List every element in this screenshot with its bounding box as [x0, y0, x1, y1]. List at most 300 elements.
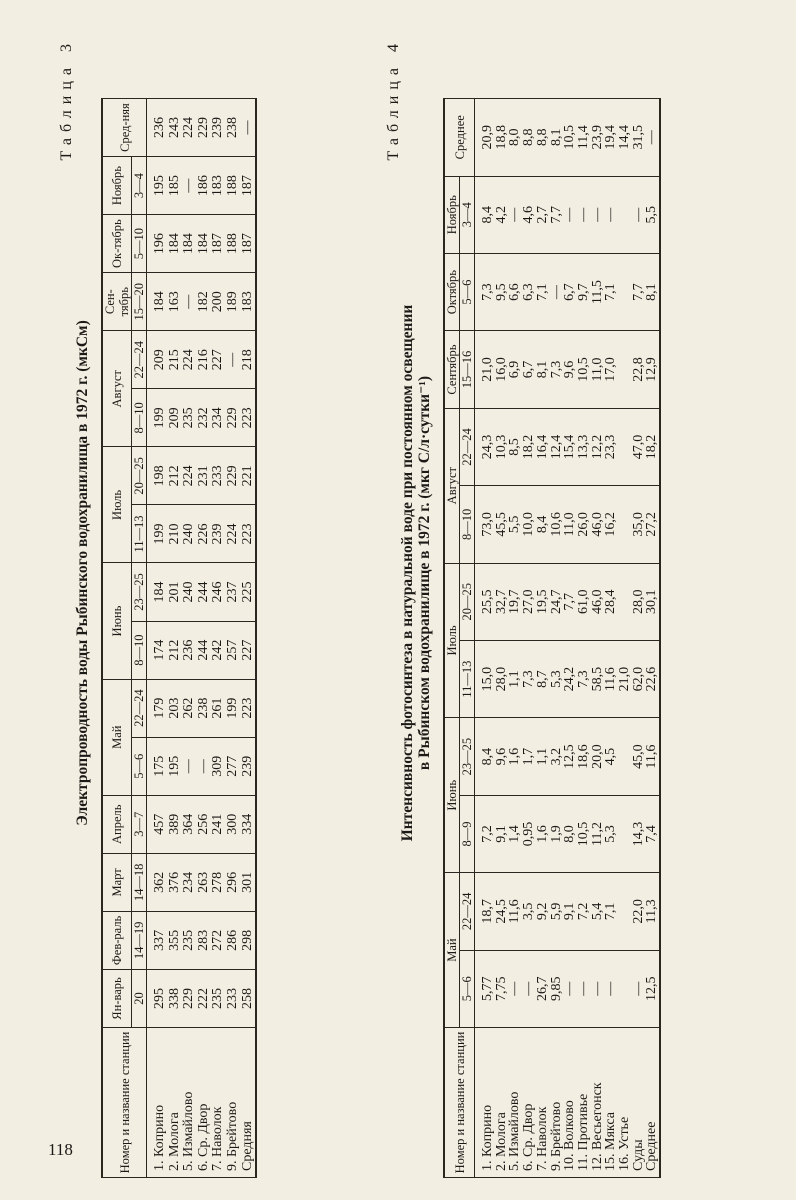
- table-cell: 8,4: [536, 486, 550, 563]
- table-cell: 298: [241, 911, 257, 969]
- table-cell: 229: [226, 447, 241, 505]
- table-cell: 47,0: [632, 408, 646, 485]
- table-cell: —: [182, 157, 197, 215]
- table-cell: 28,0: [632, 563, 646, 640]
- table-cell: 10,5: [577, 795, 591, 872]
- month-header: Ян-варь: [102, 969, 132, 1027]
- table-row: [241, 99, 257, 1178]
- table-row: [618, 99, 632, 1178]
- table-cell: 22,8: [632, 331, 646, 408]
- table-cell: 30,1: [645, 563, 660, 640]
- station-name: 5. Измайлово: [508, 1028, 522, 1178]
- table-cell: 238: [226, 99, 241, 157]
- table-cell: 8,1: [536, 331, 550, 408]
- table-cell: 19,7: [508, 563, 522, 640]
- day-range-header: 3—4: [460, 176, 475, 253]
- station-name: Суды: [632, 1028, 646, 1178]
- day-range-header: 20—25: [132, 447, 147, 505]
- table-cell: [618, 563, 632, 640]
- table-cell: 1,6: [508, 718, 522, 795]
- table-cell: 1,4: [508, 795, 522, 872]
- station-name: 16. Устье: [618, 1028, 632, 1178]
- table-cell: 7,3: [475, 253, 495, 330]
- table-cell: 4,5: [604, 718, 618, 795]
- table-cell: 225: [241, 563, 257, 621]
- table-cell: 58,5: [591, 640, 605, 717]
- table-cell: 235: [182, 911, 197, 969]
- table-cell: 24,2: [563, 640, 577, 717]
- table-cell: 8,4: [475, 718, 495, 795]
- table-cell: 10,5: [563, 99, 577, 177]
- table-cell: 24,5: [495, 873, 509, 950]
- table-cell: 240: [182, 505, 197, 563]
- table-cell: 272: [211, 911, 226, 969]
- table-cell: 296: [226, 853, 241, 911]
- table-row: [536, 99, 550, 1178]
- table-cell: 11,6: [508, 873, 522, 950]
- table-cell: 179: [147, 679, 168, 737]
- table-cell: 18,6: [577, 718, 591, 795]
- table-cell: 16,2: [604, 486, 618, 563]
- table-cell: 212: [168, 621, 183, 679]
- table-row: [522, 99, 536, 1178]
- table-cell: 243: [168, 99, 183, 157]
- table-cell: 11,5: [591, 253, 605, 330]
- table-cell: —: [591, 950, 605, 1027]
- table-cell: 355: [168, 911, 183, 969]
- table-cell: 7,1: [604, 253, 618, 330]
- day-range-header: 5—6: [460, 253, 475, 330]
- month-header: Июнь: [444, 718, 460, 873]
- table-cell: 27,2: [645, 486, 660, 563]
- station-name: 12. Весьегонск: [591, 1028, 605, 1178]
- table-cell: 216: [197, 331, 212, 389]
- table-cell: 200: [211, 273, 226, 331]
- table-cell: [618, 795, 632, 872]
- table-cell: 227: [241, 621, 257, 679]
- station-name: 11. Противье: [577, 1028, 591, 1178]
- table-cell: 5,9: [550, 873, 564, 950]
- station-name: 9. Брейтово: [226, 1028, 241, 1178]
- table-cell: 262: [182, 679, 197, 737]
- table-cell: 189: [226, 273, 241, 331]
- table-cell: 195: [147, 157, 168, 215]
- day-range-header: 14—19: [132, 911, 147, 969]
- day-range-header: 20: [132, 969, 147, 1027]
- month-header: Ноябрь: [444, 176, 460, 253]
- table-cell: 203: [168, 679, 183, 737]
- table-cell: 198: [147, 447, 168, 505]
- table-cell: 7,2: [475, 795, 495, 872]
- table-cell: 209: [147, 331, 168, 389]
- day-range-header: 20—25: [460, 563, 475, 640]
- table-cell: 234: [211, 389, 226, 447]
- table-cell: 8,1: [645, 253, 660, 330]
- table-cell: 6,3: [522, 253, 536, 330]
- table-cell: 334: [241, 795, 257, 853]
- table-cell: 9,6: [563, 331, 577, 408]
- station-name: 6. Ср. Двор: [197, 1028, 212, 1178]
- table-cell: —: [197, 737, 212, 795]
- table-cell: 188: [226, 157, 241, 215]
- table-row: [591, 99, 605, 1178]
- table-cell: 13,3: [577, 408, 591, 485]
- table-3: [101, 98, 257, 1178]
- table-cell: [618, 873, 632, 950]
- table-cell: 457: [147, 795, 168, 853]
- station-header: Номер и название станции: [102, 1028, 147, 1178]
- table-cell: 20,9: [475, 99, 495, 177]
- table-cell: 17,0: [604, 331, 618, 408]
- table-cell: 10,0: [522, 486, 536, 563]
- table-cell: 283: [197, 911, 212, 969]
- page-number: 118: [48, 1140, 73, 1159]
- table-cell: 223: [241, 679, 257, 737]
- table-row: [147, 99, 168, 1178]
- day-range-header: 22—24: [460, 873, 475, 950]
- table-cell: 257: [226, 621, 241, 679]
- average-header: Сред-няя: [102, 99, 147, 157]
- table-cell: 8,4: [475, 176, 495, 253]
- table-cell: 3,2: [550, 718, 564, 795]
- table-cell: 184: [168, 215, 183, 273]
- table-cell: 234: [182, 853, 197, 911]
- table-cell: 210: [168, 505, 183, 563]
- table-cell: 10,6: [550, 486, 564, 563]
- table-cell: 295: [147, 969, 168, 1027]
- day-range-header: 22—24: [460, 408, 475, 485]
- month-header: Май: [444, 873, 460, 1028]
- table-cell: 7,7: [563, 563, 577, 640]
- table-4-block: [385, 38, 661, 1178]
- table-cell: 233: [211, 447, 226, 505]
- day-range-header: 3—4: [132, 157, 147, 215]
- table-cell: 27,0: [522, 563, 536, 640]
- table-cell: 209: [168, 389, 183, 447]
- table-cell: 278: [211, 853, 226, 911]
- table-cell: 229: [226, 389, 241, 447]
- month-header: Май: [102, 679, 132, 795]
- table-cell: 227: [211, 331, 226, 389]
- table-cell: 11,0: [591, 331, 605, 408]
- table-cell: 195: [168, 737, 183, 795]
- table-cell: 7,7: [632, 253, 646, 330]
- table-cell: 11,6: [604, 640, 618, 717]
- table-4-label: Таблица 4: [385, 38, 402, 161]
- table-cell: 14,4: [618, 99, 632, 177]
- table-cell: 244: [197, 563, 212, 621]
- day-range-header: 8—10: [460, 486, 475, 563]
- table-cell: 239: [241, 737, 257, 795]
- table-cell: 25,5: [475, 563, 495, 640]
- table-cell: —: [550, 253, 564, 330]
- table-cell: 239: [211, 99, 226, 157]
- table-cell: 5,3: [550, 640, 564, 717]
- table-cell: 212: [168, 447, 183, 505]
- station-name: 7. Наволок: [211, 1028, 226, 1178]
- day-range-header: 8—10: [132, 621, 147, 679]
- day-range-header: 11—13: [460, 640, 475, 717]
- table-cell: 222: [197, 969, 212, 1027]
- station-header: Номер и название станции: [444, 1028, 475, 1178]
- table-cell: 186: [197, 157, 212, 215]
- station-name: 7. Наволок: [536, 1028, 550, 1178]
- table-cell: 0,95: [522, 795, 536, 872]
- table-3-label: Таблица 3: [58, 38, 75, 161]
- table-cell: 235: [211, 969, 226, 1027]
- table-cell: 46,0: [591, 486, 605, 563]
- day-range-header: 14—18: [132, 853, 147, 911]
- table-cell: 187: [211, 215, 226, 273]
- table-cell: 46,0: [591, 563, 605, 640]
- table-cell: 24,3: [475, 408, 495, 485]
- table-row: [211, 99, 226, 1178]
- table-cell: 218: [241, 331, 257, 389]
- table-cell: 4,2: [495, 176, 509, 253]
- table-cell: [618, 718, 632, 795]
- table-cell: 8,0: [508, 99, 522, 177]
- table-cell: 18,2: [522, 408, 536, 485]
- table-cell: 1,7: [522, 718, 536, 795]
- table-cell: 26,7: [536, 950, 550, 1027]
- month-header: Ноябрь: [102, 157, 132, 215]
- day-range-header: 11—13: [132, 505, 147, 563]
- table-cell: [618, 253, 632, 330]
- table-3-block: [58, 38, 257, 1178]
- table-cell: 199: [147, 389, 168, 447]
- month-header: Апрель: [102, 795, 132, 853]
- table-cell: —: [182, 737, 197, 795]
- table-cell: 31,5: [632, 99, 646, 177]
- table-cell: 20,0: [591, 718, 605, 795]
- table-cell: 23,3: [604, 408, 618, 485]
- table-cell: —: [508, 950, 522, 1027]
- day-range-header: 3—7: [132, 795, 147, 853]
- table-cell: 242: [211, 621, 226, 679]
- table-cell: 224: [182, 99, 197, 157]
- table-cell: 9,7: [577, 253, 591, 330]
- table-cell: 215: [168, 331, 183, 389]
- table-row: [508, 99, 522, 1178]
- table-cell: 62,0: [632, 640, 646, 717]
- table-cell: 2,7: [536, 176, 550, 253]
- day-range-header: 5—6: [132, 737, 147, 795]
- table-row: [168, 99, 183, 1178]
- table-cell: 233: [226, 969, 241, 1027]
- table-cell: 8,1: [550, 99, 564, 177]
- table-cell: 61,0: [577, 563, 591, 640]
- table-row: [550, 99, 564, 1178]
- table-row: [182, 99, 197, 1178]
- table-cell: 1,1: [508, 640, 522, 717]
- table-cell: 246: [211, 563, 226, 621]
- table-cell: [618, 176, 632, 253]
- table-cell: 236: [182, 621, 197, 679]
- month-header: Август: [102, 331, 132, 447]
- table-cell: 182: [197, 273, 212, 331]
- table-cell: 174: [147, 621, 168, 679]
- station-name: 10. Волково: [563, 1028, 577, 1178]
- table-cell: 244: [197, 621, 212, 679]
- table-cell: 184: [182, 215, 197, 273]
- table-cell: 12,5: [645, 950, 660, 1027]
- table-cell: 196: [147, 215, 168, 273]
- table-cell: 8,5: [508, 408, 522, 485]
- month-header: Сентябрь: [444, 331, 460, 408]
- table-cell: 5,4: [591, 873, 605, 950]
- table-cell: 15,4: [563, 408, 577, 485]
- table-cell: 258: [241, 969, 257, 1027]
- month-header: Июнь: [102, 563, 132, 679]
- table-cell: 6,6: [508, 253, 522, 330]
- table-cell: 201: [168, 563, 183, 621]
- table-cell: 232: [197, 389, 212, 447]
- month-header: Сен-тябрь: [102, 273, 132, 331]
- station-name: Среднее: [645, 1028, 660, 1178]
- table-cell: 240: [182, 563, 197, 621]
- table-cell: 226: [197, 505, 212, 563]
- table-cell: 8,8: [522, 99, 536, 177]
- table-cell: —: [182, 273, 197, 331]
- table-cell: —: [604, 950, 618, 1027]
- table-cell: 10,5: [577, 331, 591, 408]
- table-row: [475, 99, 495, 1178]
- table-cell: 9,1: [495, 795, 509, 872]
- day-range-header: 22—24: [132, 331, 147, 389]
- table-cell: 237: [226, 563, 241, 621]
- table-cell: 187: [241, 215, 257, 273]
- table-cell: —: [591, 176, 605, 253]
- table-cell: 256: [197, 795, 212, 853]
- table-cell: 73,0: [475, 486, 495, 563]
- table-cell: 5,5: [508, 486, 522, 563]
- table-row: [604, 99, 618, 1178]
- table-cell: 231: [197, 447, 212, 505]
- station-name: 6. Ср. Двор: [522, 1028, 536, 1178]
- month-header: Июль: [102, 447, 132, 563]
- table-cell: 7,2: [577, 873, 591, 950]
- average-header: Среднее: [444, 99, 475, 177]
- table-cell: 261: [211, 679, 226, 737]
- table-cell: 28,4: [604, 563, 618, 640]
- table-cell: 188: [226, 215, 241, 273]
- month-header: Август: [444, 408, 460, 563]
- table-row: [197, 99, 212, 1178]
- day-range-header: 8—9: [460, 795, 475, 872]
- caption-line: Интенсивность фотосинтеза в натуральной воде при постоянном освещении: [399, 304, 416, 842]
- table-row: [577, 99, 591, 1178]
- table-cell: 263: [197, 853, 212, 911]
- table-cell: 15,0: [475, 640, 495, 717]
- table-cell: 11,6: [645, 718, 660, 795]
- table-cell: 16,0: [495, 331, 509, 408]
- table-cell: 1,9: [550, 795, 564, 872]
- table-cell: 301: [241, 853, 257, 911]
- table-cell: 223: [241, 389, 257, 447]
- table-cell: 9,1: [563, 873, 577, 950]
- day-range-header: 23—25: [460, 718, 475, 795]
- table-row: [563, 99, 577, 1178]
- table-cell: 5,5: [645, 176, 660, 253]
- table-cell: 6,7: [563, 253, 577, 330]
- day-range-header: 15—20: [132, 273, 147, 331]
- table-cell: 5,77: [475, 950, 495, 1027]
- table-cell: 6,9: [508, 331, 522, 408]
- table-cell: 11,4: [577, 99, 591, 177]
- table-row: [226, 99, 241, 1178]
- table-cell: 199: [147, 505, 168, 563]
- table-cell: —: [632, 950, 646, 1027]
- table-cell: 28,0: [495, 640, 509, 717]
- day-range-header: 15—16: [460, 331, 475, 408]
- station-name: 15. Мякса: [604, 1028, 618, 1178]
- station-name: 5. Измайлово: [182, 1028, 197, 1178]
- table-cell: 7,75: [495, 950, 509, 1027]
- table-cell: 22,6: [645, 640, 660, 717]
- table-cell: 224: [182, 447, 197, 505]
- table-row: [495, 99, 509, 1178]
- table-cell: 9,85: [550, 950, 564, 1027]
- table-cell: 45,0: [632, 718, 646, 795]
- table-cell: 7,1: [604, 873, 618, 950]
- table-cell: 224: [226, 505, 241, 563]
- table-cell: —: [645, 99, 660, 177]
- table-cell: 22,0: [632, 873, 646, 950]
- table-cell: 6,7: [522, 331, 536, 408]
- table-cell: 163: [168, 273, 183, 331]
- table-cell: 8,0: [563, 795, 577, 872]
- table-cell: 11,3: [645, 873, 660, 950]
- table-cell: 184: [147, 273, 168, 331]
- table-cell: 12,5: [563, 718, 577, 795]
- table-cell: —: [226, 331, 241, 389]
- table-cell: —: [241, 99, 257, 157]
- table-cell: 7,1: [536, 253, 550, 330]
- table-cell: 35,0: [632, 486, 646, 563]
- table-cell: 229: [197, 99, 212, 157]
- table-cell: 376: [168, 853, 183, 911]
- table-row: [632, 99, 646, 1178]
- table-cell: 337: [147, 911, 168, 969]
- month-header: Июль: [444, 563, 460, 718]
- caption-line: в Рыбинском водохранилище в 1972 г. (мкг С/л·сутки⁻¹): [416, 375, 433, 771]
- table-cell: 183: [241, 273, 257, 331]
- table-cell: —: [563, 950, 577, 1027]
- table-cell: —: [577, 950, 591, 1027]
- table-cell: 309: [211, 737, 226, 795]
- table-cell: 7,3: [550, 331, 564, 408]
- table-cell: [618, 486, 632, 563]
- table-cell: 23,9: [591, 99, 605, 177]
- table-cell: —: [632, 176, 646, 253]
- station-name: 1. Коприно: [475, 1028, 495, 1178]
- table-cell: —: [563, 176, 577, 253]
- table-cell: 10,3: [495, 408, 509, 485]
- table-cell: 277: [226, 737, 241, 795]
- table-cell: 7,3: [522, 640, 536, 717]
- day-range-header: 23—25: [132, 563, 147, 621]
- table-3-caption: Электропроводность воды Рыбинского водохранилища в 1972 г. (мкСм): [74, 320, 91, 826]
- table-cell: 364: [182, 795, 197, 853]
- table-cell: 18,8: [495, 99, 509, 177]
- table-cell: 9,2: [536, 873, 550, 950]
- table-cell: 7,3: [577, 640, 591, 717]
- table-cell: 21,0: [475, 331, 495, 408]
- month-header: Фев-раль: [102, 911, 132, 969]
- table-cell: 184: [147, 563, 168, 621]
- table-cell: 1,1: [536, 718, 550, 795]
- table-cell: 19,4: [604, 99, 618, 177]
